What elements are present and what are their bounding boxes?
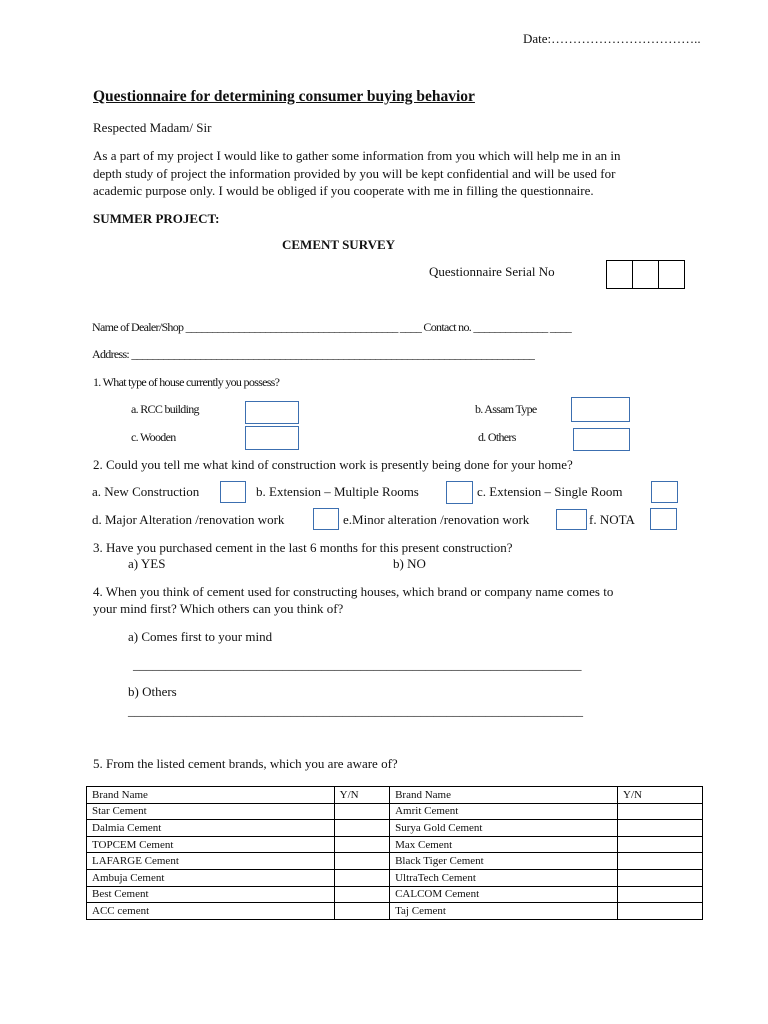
yn-cell[interactable] (618, 836, 703, 853)
header-brand-name: Brand Name (390, 787, 618, 804)
yn-cell[interactable] (334, 836, 389, 853)
table-row (87, 803, 703, 820)
summer-project-heading: SUMMER PROJECT: (93, 211, 220, 226)
intro-paragraph (93, 147, 677, 200)
yn-cell[interactable] (618, 869, 703, 886)
serial-digit-box[interactable] (633, 261, 659, 288)
q2-checkbox-a[interactable] (220, 481, 246, 503)
brand-cell: Max Cement (390, 836, 618, 853)
yn-cell[interactable] (334, 886, 389, 903)
serial-number-boxes[interactable] (606, 260, 685, 289)
yn-cell[interactable] (618, 803, 703, 820)
header-brand-name: Brand Name (87, 787, 335, 804)
date-field[interactable]: Date:…………………………….. (523, 31, 701, 46)
q2-option-b: b. Extension – Multiple Rooms (256, 484, 419, 499)
q1-checkbox-c[interactable] (245, 426, 299, 450)
table-row (87, 836, 703, 853)
q1-checkbox-d[interactable] (573, 428, 630, 451)
brand-cell: Dalmia Cement (87, 820, 335, 837)
q2-option-c: c. Extension – Single Room (477, 484, 623, 499)
dealer-name-field[interactable]: Name of Dealer/Shop ________________________________________ ____ Contact no. ______________ ____ (92, 320, 572, 334)
brand-cell: LAFARGE Cement (87, 853, 335, 870)
yn-cell[interactable] (334, 803, 389, 820)
salutation: Respected Madam/ Sir (93, 120, 212, 135)
yn-cell[interactable] (618, 820, 703, 837)
brand-cell: Amrit Cement (390, 803, 618, 820)
serial-label: Questionnaire Serial No (429, 264, 555, 279)
brand-cell: Best Cement (87, 886, 335, 903)
q3-question: 3. Have you purchased cement in the last 6 months for this present construction? (93, 540, 513, 555)
header-yn: Y/N (334, 787, 389, 804)
q4-part-b-label: b) Others (128, 684, 177, 699)
q1-option-c: c. Wooden (131, 430, 176, 444)
q1-option-a: a. RCC building (131, 402, 199, 416)
q4-part-b-answer-line[interactable]: ______________________________________________________________________ (128, 703, 583, 718)
table-row (87, 869, 703, 886)
brand-cell: CALCOM Cement (390, 886, 618, 903)
brand-cell: UltraTech Cement (390, 869, 618, 886)
q2-option-f: f. NOTA (589, 512, 635, 527)
q2-checkbox-f[interactable] (650, 508, 677, 530)
table-row (87, 820, 703, 837)
serial-digit-box[interactable] (607, 261, 633, 288)
q2-option-a: a. New Construction (92, 484, 200, 499)
intro-line: academic purpose only. I would be obliged if you cooperate with me in filling the questionnaire. (93, 183, 594, 198)
brand-cell: TOPCEM Cement (87, 836, 335, 853)
brand-cell: Black Tiger Cement (390, 853, 618, 870)
q2-option-e: e.Minor alteration /renovation work (343, 512, 530, 527)
yn-cell[interactable] (618, 886, 703, 903)
table-row (87, 886, 703, 903)
header-yn: Y/N (618, 787, 703, 804)
table-row (87, 853, 703, 870)
table-row (87, 903, 703, 920)
q1-checkbox-b[interactable] (571, 397, 630, 422)
yn-cell[interactable] (334, 869, 389, 886)
q1-checkbox-a[interactable] (245, 401, 299, 424)
q2-question: 2. Could you tell me what kind of construction work is presently being done for your home? (93, 457, 573, 472)
q2-checkbox-c[interactable] (651, 481, 678, 503)
q1-option-b: b. Assam Type (475, 402, 537, 416)
survey-title: CEMENT SURVEY (282, 237, 396, 252)
q5-question: 5. From the listed cement brands, which you are aware of? (93, 756, 398, 771)
brand-cell: ACC cement (87, 903, 335, 920)
q4-part-a-answer-line[interactable]: _____________________________________________________________________ (133, 657, 582, 672)
intro-line: As a part of my project I would like to gather some information from you which will help me in an in (93, 148, 621, 163)
q2-checkbox-d[interactable] (313, 508, 339, 530)
serial-digit-box[interactable] (659, 261, 684, 288)
address-field[interactable]: Address: ____________________________________________________________________________ (92, 347, 535, 361)
page-title: Questionnaire for determining consumer buying behavior (93, 88, 475, 105)
brand-cell: Ambuja Cement (87, 869, 335, 886)
q3-option-yes[interactable]: a) YES (128, 556, 166, 571)
yn-cell[interactable] (334, 853, 389, 870)
q2-option-d: d. Major Alteration /renovation work (92, 512, 285, 527)
q1-question: 1. What type of house currently you possess? (93, 375, 280, 389)
table-header-row (87, 787, 703, 804)
q2-checkbox-e[interactable] (556, 509, 587, 530)
yn-cell[interactable] (334, 903, 389, 920)
intro-line: depth study of project the information provided by you will be kept confidential and will be used for (93, 165, 616, 181)
q1-option-d: d. Others (478, 430, 516, 444)
q2-checkbox-b[interactable] (446, 481, 473, 504)
q4-part-a-label: a) Comes first to your mind (128, 629, 273, 644)
yn-cell[interactable] (618, 903, 703, 920)
brand-cell: Star Cement (87, 803, 335, 820)
q4-question-line: 4. When you think of cement used for constructing houses, which brand or company name comes to (93, 584, 614, 599)
q3-option-no[interactable]: b) NO (393, 556, 426, 571)
q4-question-line: your mind first? Which others can you think of? (93, 601, 344, 616)
brand-cell: Surya Gold Cement (390, 820, 618, 837)
yn-cell[interactable] (618, 853, 703, 870)
brand-cell: Taj Cement (390, 903, 618, 920)
brand-awareness-table (86, 786, 703, 920)
yn-cell[interactable] (334, 820, 389, 837)
